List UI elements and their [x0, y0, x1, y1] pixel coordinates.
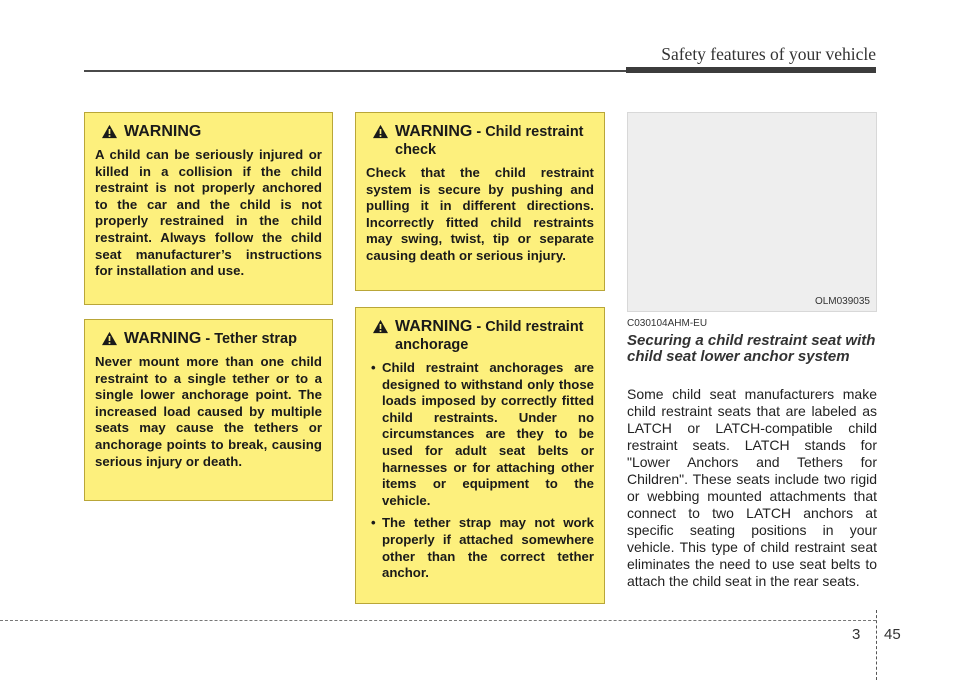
- warning-subtitle: - Child restraint anchorage: [395, 319, 584, 353]
- page-divider: [876, 610, 878, 680]
- warning-box-child-restraint: [84, 112, 333, 305]
- warning-subtitle: - Tether strap: [201, 331, 297, 347]
- warning-body: Check that the child restraint system is secure by pushing and pulling it in different directions. Incorrectly fitted child restraints may swing, twist, tip or separate causing death or serious injury.: [366, 165, 594, 263]
- warning-box-tether-strap: [84, 319, 333, 501]
- warning-triangle-icon: [101, 124, 118, 139]
- warning-title-text: WARNING: [124, 123, 202, 140]
- list-item: • The tether strap may not work properly if attached somewhere other than the correct tether anchor.: [382, 515, 594, 581]
- footer-rule: [0, 620, 876, 621]
- figure-image: [627, 112, 877, 312]
- warning-title-text: WARNING: [395, 318, 473, 335]
- warning-title: [101, 330, 322, 348]
- warning-title: [372, 123, 594, 159]
- header-rule-accent: [626, 67, 876, 73]
- section-code: C030104AHM-EU: [627, 318, 708, 329]
- section-body: Some child seat manufacturers make child restraint seats that are labeled as LATCH or LATCH-compatible child restraint seats. LATCH stands for "Lower Anchors and Tethers for Children". These seats include two rigid or webbing mounted attachments that connect to two LATCH anchors at specific seating positions in your vehicle. This type of child restraint seat eliminates the need to use seat belts to attach the child seat in the rear seats.: [627, 386, 877, 589]
- section-number: 3: [852, 626, 861, 643]
- warning-triangle-icon: [372, 319, 389, 334]
- warning-subtitle: - Child restraint check: [395, 124, 584, 158]
- warning-title: [101, 123, 322, 141]
- warning-box-restraint-anchorage: [355, 307, 605, 604]
- figure-code: OLM039035: [814, 296, 870, 307]
- header-title: Safety features of your vehicle: [661, 44, 876, 64]
- list-item: • Child restraint anchorages are designed to withstand only those loads imposed by correctly fitted child restraints. Under no circumstances are they to be used for adult seat belts or harnesses or for attaching other items or equipment to the vehicle.: [382, 360, 594, 509]
- warning-list: [366, 360, 594, 582]
- warning-body: Never mount more than one child restraint to a single tether or to a single lower anchorage point. The increased load caused by multiple seats may cause the tethers or anchorage points to break, causing serious injury or death.: [95, 354, 322, 469]
- warning-title-text: WARNING: [395, 123, 473, 140]
- warning-title: [372, 318, 594, 354]
- warning-title-text: WARNING: [124, 330, 202, 347]
- warning-body: A child can be seriously injured or killed in a collision if the child restraint is not properly anchored to the car and the child is not properly restrained in the child restraint. Always follow the child seat manufacturer’s instructions for installation and use.: [95, 147, 322, 279]
- warning-triangle-icon: [101, 331, 118, 346]
- section-heading: Securing a child restraint seat with child seat lower anchor system: [627, 332, 876, 365]
- warning-box-restraint-check: [355, 112, 605, 291]
- warning-triangle-icon: [372, 124, 389, 139]
- page-number: 45: [884, 626, 901, 643]
